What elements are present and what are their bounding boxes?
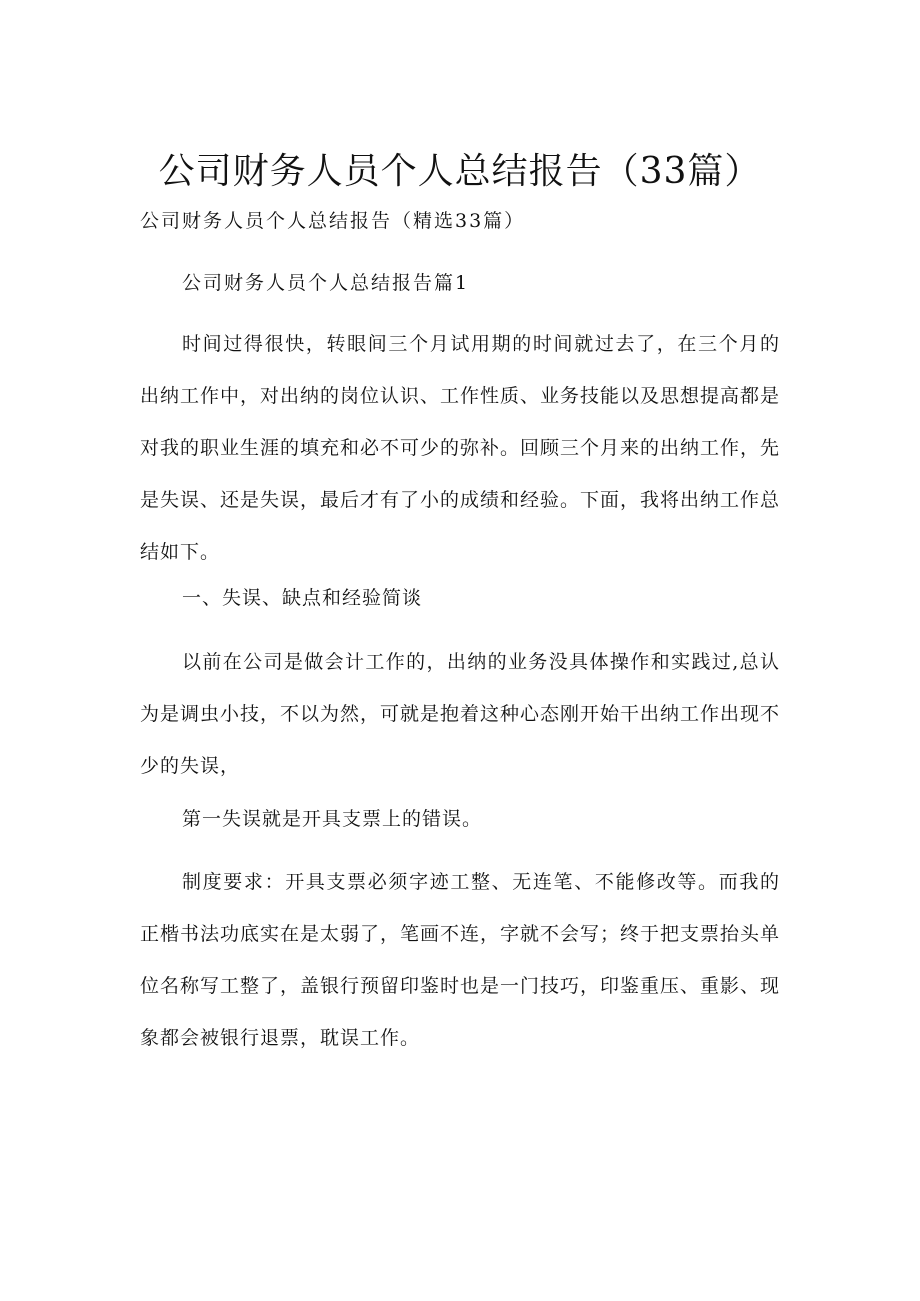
- paragraph-rules: 制度要求：开具支票必须字迹工整、无连笔、不能修改等。而我的正楷书法功底实在是太弱了，笔画不连，字就不会写；终于把支票抬头单位名称写工整了，盖银行预留印鉴时也是一门技巧，印鉴重压、重影、现象都会被银行退票，耽误工作。: [140, 871, 781, 1049]
- paragraph-intro: 时间过得很快，转眼间三个月试用期的时间就过去了，在三个月的出纳工作中，对出纳的岗位认识、工作性质、业务技能以及思想提高都是对我的职业生涯的填充和必不可少的弥补。回顾三个月来的出纳工作，先是失误、还是失误，最后才有了小的成绩和经验。下面，我将出纳工作总结如下。: [140, 333, 781, 563]
- paragraph-section-one-heading: 一、失误、缺点和经验简谈: [182, 587, 423, 609]
- section-heading: 公司财务人员个人总结报告篇1: [182, 272, 470, 294]
- paragraph-first-mistake: 第一失误就是开具支票上的错误。: [182, 808, 483, 830]
- document-subtitle: 公司财务人员个人总结报告（精选33篇）: [140, 210, 526, 232]
- paragraph-previous-experience: 以前在公司是做会计工作的，出纳的业务没具体操作和实践过,总认为是调虫小技，不以为然，可就是抱着这种心态刚开始干出纳工作出现不少的失误，: [140, 651, 781, 777]
- document-title: 公司财务人员个人总结报告（33篇）: [158, 151, 762, 192]
